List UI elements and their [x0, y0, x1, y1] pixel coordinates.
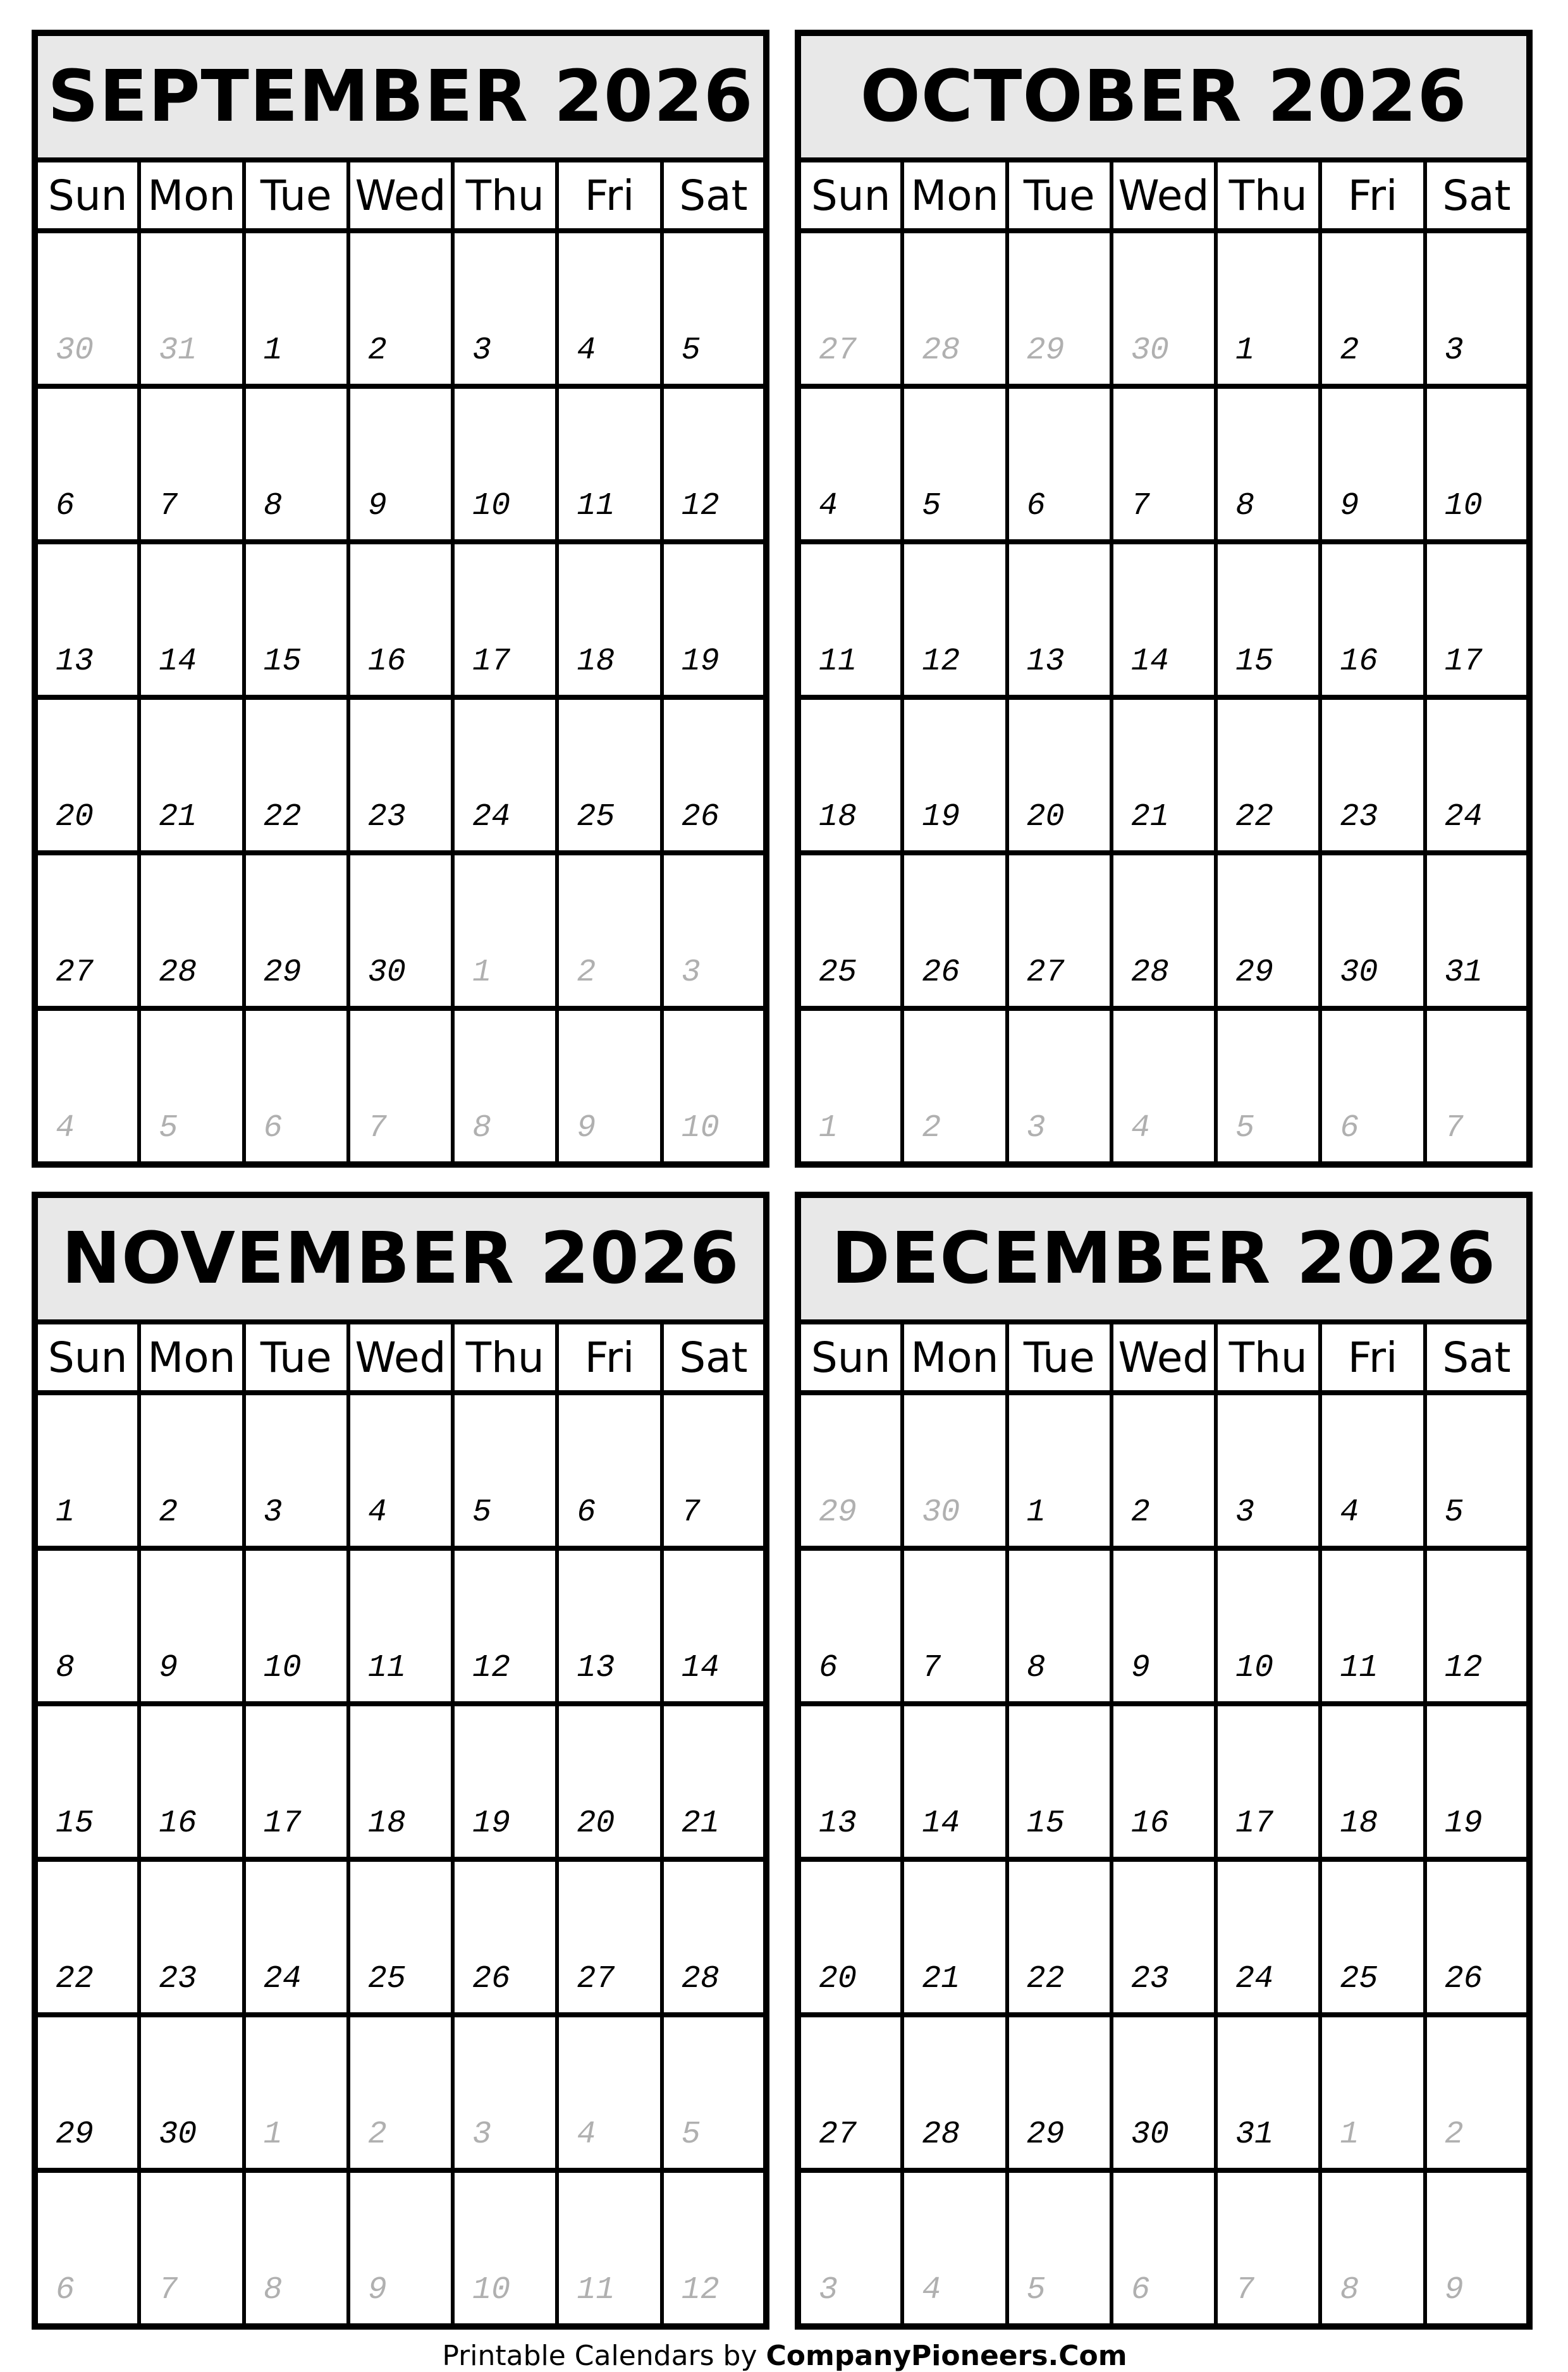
day-cell-adjacent-month: 3: [662, 853, 766, 1008]
day-cell-adjacent-month: 3: [798, 2170, 902, 2326]
day-cell: 27: [1007, 853, 1112, 1008]
day-cell: 14: [662, 1548, 766, 1704]
weekday-tue: Tue: [1007, 160, 1112, 231]
day-cell: 12: [902, 542, 1007, 697]
day-cell: 21: [902, 1859, 1007, 2015]
day-cell: 1: [244, 231, 348, 386]
day-cell: 4: [557, 231, 661, 386]
calendar-october-2026: [795, 30, 1533, 1168]
day-cell-adjacent-month: 2: [902, 1008, 1007, 1165]
day-cell-adjacent-month: 29: [798, 1393, 902, 1548]
day-cell: 25: [798, 853, 902, 1008]
day-cell: 28: [902, 2015, 1007, 2170]
day-cell: 23: [348, 697, 453, 853]
day-cell-adjacent-month: 1: [244, 2015, 348, 2170]
week-row: [35, 386, 766, 542]
footer-credit: [32, 2340, 1538, 2372]
weekday-header-row: [798, 1322, 1529, 1393]
day-cell-adjacent-month: 4: [35, 1008, 139, 1165]
day-cell-adjacent-month: 8: [453, 1008, 557, 1165]
weekday-mon: Mon: [902, 1322, 1007, 1393]
day-cell-adjacent-month: 9: [348, 2170, 453, 2326]
day-cell: 13: [1007, 542, 1112, 697]
day-cell: 10: [244, 1548, 348, 1704]
week-row: [798, 1008, 1529, 1165]
day-cell: 23: [1320, 697, 1424, 853]
day-cell: 19: [453, 1704, 557, 1859]
day-cell-adjacent-month: 30: [902, 1393, 1007, 1548]
day-cell: 14: [139, 542, 243, 697]
day-cell: 7: [902, 1548, 1007, 1704]
week-row: [798, 231, 1529, 386]
day-cell: 1: [1216, 231, 1320, 386]
day-cell-adjacent-month: 6: [1320, 1008, 1424, 1165]
day-cell: 23: [139, 1859, 243, 2015]
day-cell: 8: [1216, 386, 1320, 542]
week-row: [798, 853, 1529, 1008]
day-cell: 22: [244, 697, 348, 853]
weekday-fri: Fri: [1320, 1322, 1424, 1393]
weekday-sat: Sat: [1425, 1322, 1529, 1393]
day-cell: 24: [1216, 1859, 1320, 2015]
day-cell: 15: [244, 542, 348, 697]
day-cell: 11: [1320, 1548, 1424, 1704]
day-cell-adjacent-month: 10: [662, 1008, 766, 1165]
day-cell: 2: [1320, 231, 1424, 386]
day-cell: 31: [1216, 2015, 1320, 2170]
week-row: [798, 1859, 1529, 2015]
day-cell: 15: [35, 1704, 139, 1859]
month-title-october-2026: OCTOBER 2026: [798, 33, 1529, 160]
day-cell: 5: [902, 386, 1007, 542]
day-cell: 6: [35, 386, 139, 542]
day-cell: 4: [348, 1393, 453, 1548]
day-cell: 14: [1112, 542, 1216, 697]
day-cell: 22: [1216, 697, 1320, 853]
week-row: [798, 697, 1529, 853]
day-cell: 29: [35, 2015, 139, 2170]
day-cell: 9: [348, 386, 453, 542]
day-cell: 11: [798, 542, 902, 697]
day-cell: 15: [1216, 542, 1320, 697]
day-cell: 8: [1007, 1548, 1112, 1704]
day-cell: 17: [453, 542, 557, 697]
calendar-row-bottom: [32, 1192, 1538, 2330]
day-cell: 22: [35, 1859, 139, 2015]
day-cell: 25: [557, 697, 661, 853]
day-cell: 17: [1216, 1704, 1320, 1859]
day-cell: 15: [1007, 1704, 1112, 1859]
day-cell: 29: [1216, 853, 1320, 1008]
day-cell: 18: [798, 697, 902, 853]
weekday-sat: Sat: [662, 1322, 766, 1393]
weekday-sun: Sun: [798, 1322, 902, 1393]
day-cell-adjacent-month: 9: [557, 1008, 661, 1165]
month-title-december-2026: DECEMBER 2026: [798, 1195, 1529, 1322]
weekday-header-row: [798, 160, 1529, 231]
day-cell: 18: [348, 1704, 453, 1859]
day-cell: 25: [348, 1859, 453, 2015]
day-cell: 3: [1425, 231, 1529, 386]
day-cell-adjacent-month: 5: [1216, 1008, 1320, 1165]
day-cell: 27: [35, 853, 139, 1008]
day-cell: 12: [453, 1548, 557, 1704]
day-cell-adjacent-month: 7: [348, 1008, 453, 1165]
day-cell: 13: [35, 542, 139, 697]
weekday-wed: Wed: [1112, 160, 1216, 231]
day-cell: 9: [139, 1548, 243, 1704]
day-cell: 8: [244, 386, 348, 542]
day-cell: 20: [557, 1704, 661, 1859]
day-cell: 7: [1112, 386, 1216, 542]
week-row: [35, 231, 766, 386]
day-cell: 16: [348, 542, 453, 697]
day-cell: 30: [1320, 853, 1424, 1008]
week-row: [35, 853, 766, 1008]
day-cell: 18: [557, 542, 661, 697]
day-cell: 5: [453, 1393, 557, 1548]
day-cell: 13: [798, 1704, 902, 1859]
day-cell: 2: [139, 1393, 243, 1548]
day-cell: 1: [1007, 1393, 1112, 1548]
month-header-row: [798, 1195, 1529, 1322]
day-cell: 5: [1425, 1393, 1529, 1548]
week-row: [798, 2015, 1529, 2170]
day-cell: 8: [35, 1548, 139, 1704]
day-cell-adjacent-month: 1: [1320, 2015, 1424, 2170]
weekday-thu: Thu: [1216, 1322, 1320, 1393]
day-cell-adjacent-month: 6: [35, 2170, 139, 2326]
week-row: [35, 542, 766, 697]
week-row: [798, 2170, 1529, 2326]
calendar-december-2026: [795, 1192, 1533, 2330]
day-cell-adjacent-month: 5: [1007, 2170, 1112, 2326]
day-cell: 30: [348, 853, 453, 1008]
day-cell: 21: [1112, 697, 1216, 853]
day-cell: 10: [1425, 386, 1529, 542]
day-cell-adjacent-month: 28: [902, 231, 1007, 386]
day-cell: 11: [557, 386, 661, 542]
day-cell-adjacent-month: 9: [1425, 2170, 1529, 2326]
day-cell: 5: [662, 231, 766, 386]
week-row: [35, 2170, 766, 2326]
day-cell-adjacent-month: 27: [798, 231, 902, 386]
week-row: [35, 1393, 766, 1548]
day-cell-adjacent-month: 30: [1112, 231, 1216, 386]
day-cell: 19: [662, 542, 766, 697]
day-cell: 6: [798, 1548, 902, 1704]
day-cell: 6: [557, 1393, 661, 1548]
day-cell-adjacent-month: 4: [557, 2015, 661, 2170]
weekday-tue: Tue: [244, 160, 348, 231]
day-cell-adjacent-month: 8: [1320, 2170, 1424, 2326]
day-cell-adjacent-month: 31: [139, 231, 243, 386]
day-cell: 7: [139, 386, 243, 542]
weekday-header-row: [35, 1322, 766, 1393]
day-cell-adjacent-month: 2: [1425, 2015, 1529, 2170]
day-cell: 9: [1320, 386, 1424, 542]
calendar-september-2026: [32, 30, 769, 1168]
day-cell: 3: [453, 231, 557, 386]
day-cell-adjacent-month: 5: [662, 2015, 766, 2170]
day-cell: 16: [1320, 542, 1424, 697]
weekday-wed: Wed: [348, 160, 453, 231]
week-row: [35, 1548, 766, 1704]
day-cell: 2: [348, 231, 453, 386]
weekday-thu: Thu: [453, 1322, 557, 1393]
day-cell: 26: [902, 853, 1007, 1008]
day-cell: 16: [1112, 1704, 1216, 1859]
day-cell-adjacent-month: 5: [139, 1008, 243, 1165]
day-cell: 20: [35, 697, 139, 853]
day-cell: 20: [1007, 697, 1112, 853]
day-cell: 18: [1320, 1704, 1424, 1859]
footer-brand: CompanyPioneers.Com: [766, 2340, 1127, 2372]
day-cell-adjacent-month: 3: [453, 2015, 557, 2170]
day-cell: 28: [662, 1859, 766, 2015]
month-header-row: [35, 33, 766, 160]
day-cell: 27: [798, 2015, 902, 2170]
day-cell: 10: [1216, 1548, 1320, 1704]
weekday-sat: Sat: [1425, 160, 1529, 231]
day-cell: 30: [139, 2015, 243, 2170]
weekday-wed: Wed: [348, 1322, 453, 1393]
day-cell: 24: [453, 697, 557, 853]
day-cell: 10: [453, 386, 557, 542]
day-cell-adjacent-month: 1: [798, 1008, 902, 1165]
day-cell-adjacent-month: 4: [902, 2170, 1007, 2326]
month-title-september-2026: SEPTEMBER 2026: [35, 33, 766, 160]
week-row: [35, 1859, 766, 2015]
day-cell-adjacent-month: 12: [662, 2170, 766, 2326]
day-cell-adjacent-month: 4: [1112, 1008, 1216, 1165]
day-cell: 12: [662, 386, 766, 542]
day-cell: 20: [798, 1859, 902, 2015]
day-cell: 2: [1112, 1393, 1216, 1548]
weekday-thu: Thu: [453, 160, 557, 231]
week-row: [35, 1704, 766, 1859]
day-cell: 3: [244, 1393, 348, 1548]
day-cell-adjacent-month: 7: [1425, 1008, 1529, 1165]
day-cell: 11: [348, 1548, 453, 1704]
day-cell: 4: [798, 386, 902, 542]
day-cell-adjacent-month: 10: [453, 2170, 557, 2326]
day-cell-adjacent-month: 7: [1216, 2170, 1320, 2326]
day-cell: 3: [1216, 1393, 1320, 1548]
week-row: [35, 1008, 766, 1165]
week-row: [35, 2015, 766, 2170]
day-cell: 14: [902, 1704, 1007, 1859]
month-header-row: [35, 1195, 766, 1322]
weekday-fri: Fri: [557, 160, 661, 231]
weekday-mon: Mon: [902, 160, 1007, 231]
weekday-sun: Sun: [798, 160, 902, 231]
weekday-sun: Sun: [35, 160, 139, 231]
day-cell: 16: [139, 1704, 243, 1859]
day-cell: 19: [1425, 1704, 1529, 1859]
week-row: [798, 1548, 1529, 1704]
day-cell-adjacent-month: 29: [1007, 231, 1112, 386]
day-cell: 7: [662, 1393, 766, 1548]
day-cell-adjacent-month: 3: [1007, 1008, 1112, 1165]
day-cell-adjacent-month: 6: [1112, 2170, 1216, 2326]
weekday-thu: Thu: [1216, 160, 1320, 231]
weekday-wed: Wed: [1112, 1322, 1216, 1393]
weekday-sun: Sun: [35, 1322, 139, 1393]
day-cell: 24: [1425, 697, 1529, 853]
day-cell: 24: [244, 1859, 348, 2015]
day-cell: 28: [139, 853, 243, 1008]
calendar-row-top: [32, 30, 1538, 1168]
day-cell: 13: [557, 1548, 661, 1704]
day-cell: 31: [1425, 853, 1529, 1008]
weekday-tue: Tue: [244, 1322, 348, 1393]
day-cell: 30: [1112, 2015, 1216, 2170]
month-header-row: [798, 33, 1529, 160]
day-cell: 26: [453, 1859, 557, 2015]
day-cell: 28: [1112, 853, 1216, 1008]
weekday-fri: Fri: [1320, 160, 1424, 231]
month-title-november-2026: NOVEMBER 2026: [35, 1195, 766, 1322]
day-cell-adjacent-month: 1: [453, 853, 557, 1008]
day-cell: 29: [244, 853, 348, 1008]
week-row: [798, 1704, 1529, 1859]
day-cell: 17: [244, 1704, 348, 1859]
day-cell: 4: [1320, 1393, 1424, 1548]
day-cell: 1: [35, 1393, 139, 1548]
weekday-tue: Tue: [1007, 1322, 1112, 1393]
calendar-november-2026: [32, 1192, 769, 2330]
day-cell: 22: [1007, 1859, 1112, 2015]
week-row: [35, 697, 766, 853]
day-cell: 29: [1007, 2015, 1112, 2170]
day-cell-adjacent-month: 2: [348, 2015, 453, 2170]
day-cell-adjacent-month: 6: [244, 1008, 348, 1165]
day-cell: 9: [1112, 1548, 1216, 1704]
day-cell: 6: [1007, 386, 1112, 542]
day-cell: 12: [1425, 1548, 1529, 1704]
weekday-header-row: [35, 160, 766, 231]
day-cell-adjacent-month: 30: [35, 231, 139, 386]
day-cell: 26: [1425, 1859, 1529, 2015]
weekday-fri: Fri: [557, 1322, 661, 1393]
day-cell: 21: [662, 1704, 766, 1859]
day-cell-adjacent-month: 8: [244, 2170, 348, 2326]
week-row: [798, 386, 1529, 542]
day-cell: 25: [1320, 1859, 1424, 2015]
weekday-sat: Sat: [662, 160, 766, 231]
day-cell: 17: [1425, 542, 1529, 697]
day-cell: 21: [139, 697, 243, 853]
day-cell-adjacent-month: 2: [557, 853, 661, 1008]
weekday-mon: Mon: [139, 1322, 243, 1393]
week-row: [798, 1393, 1529, 1548]
day-cell-adjacent-month: 7: [139, 2170, 243, 2326]
footer-credit-text: Printable Calendars by: [442, 2340, 766, 2372]
day-cell-adjacent-month: 11: [557, 2170, 661, 2326]
day-cell: 27: [557, 1859, 661, 2015]
week-row: [798, 542, 1529, 697]
day-cell: 23: [1112, 1859, 1216, 2015]
day-cell: 19: [902, 697, 1007, 853]
day-cell: 26: [662, 697, 766, 853]
weekday-mon: Mon: [139, 160, 243, 231]
